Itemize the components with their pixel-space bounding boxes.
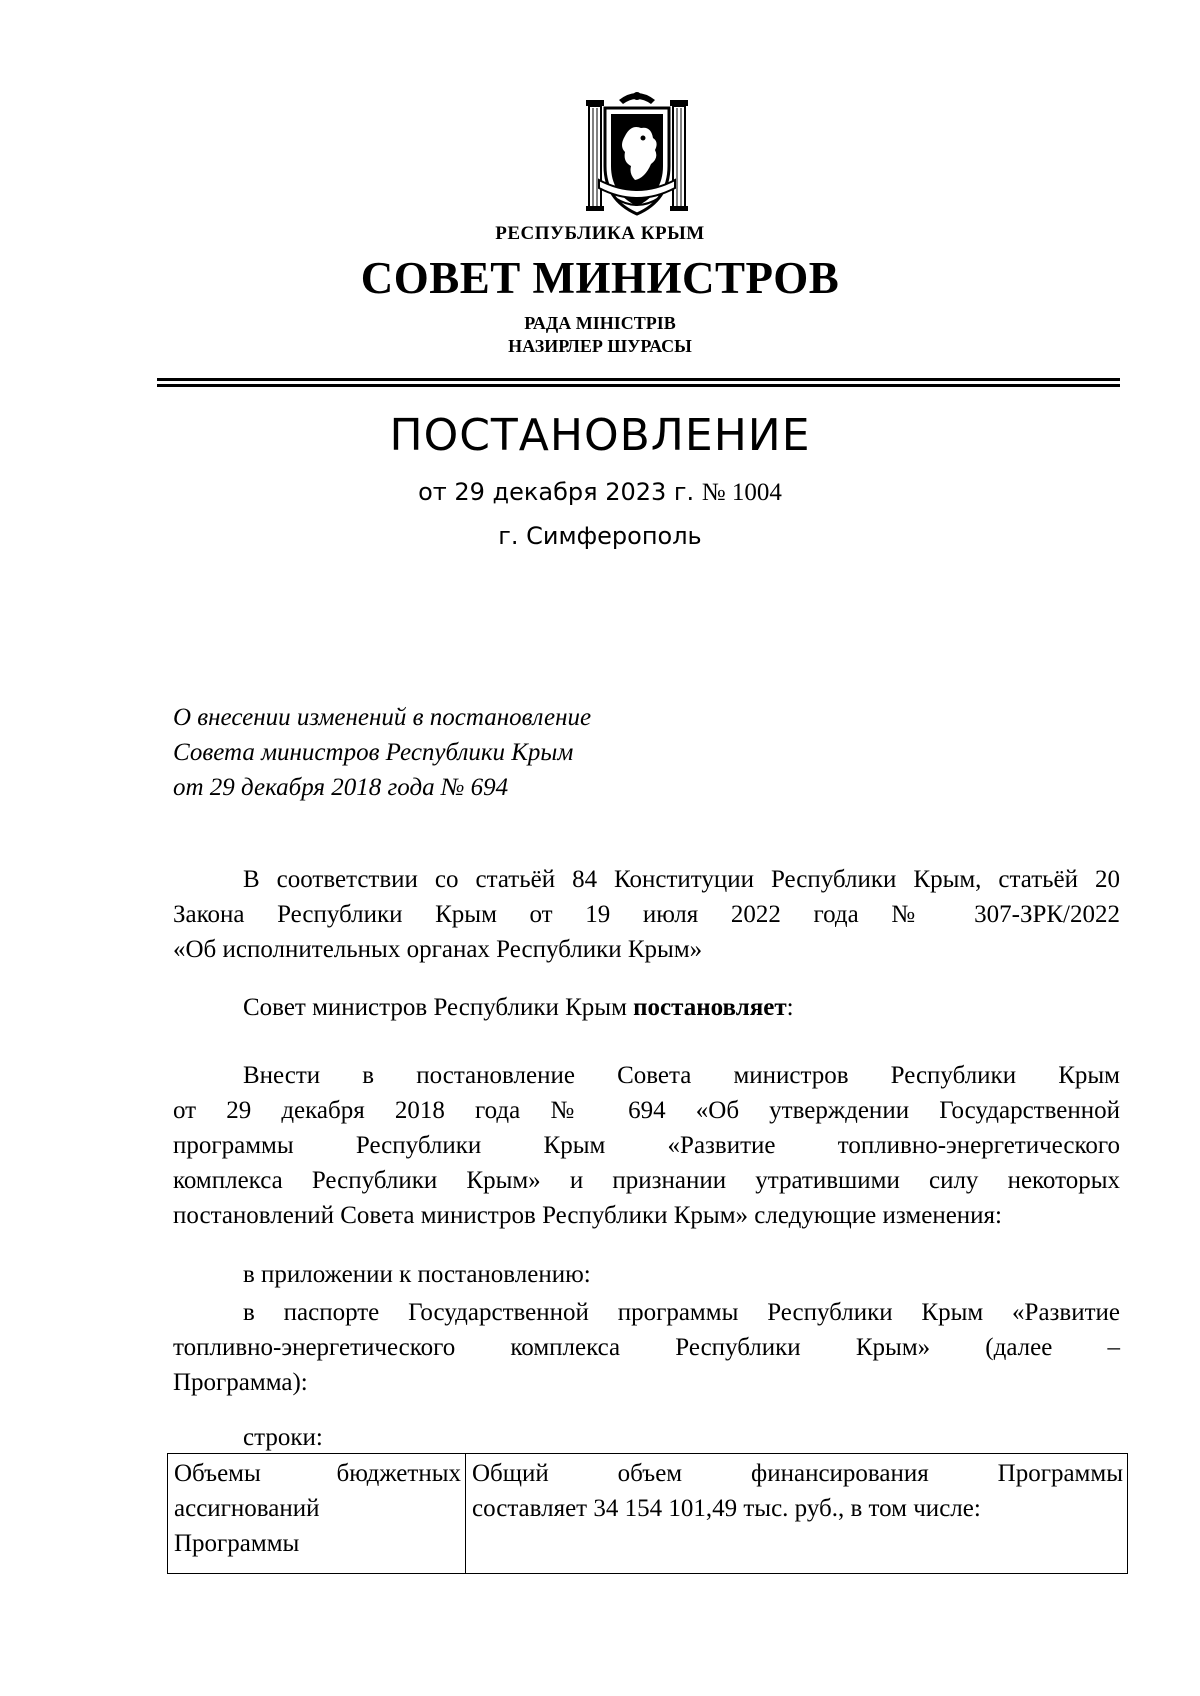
paragraph-line: В соответствии со статьёй 84 Конституции Республики Крым, статьёй 20 xyxy=(243,866,1120,893)
council-name-crimean-tatar: НАЗИРЛЕР ШУРАСЫ xyxy=(508,336,692,356)
cell-line: Программы xyxy=(174,1530,300,1557)
header-divider-bottom xyxy=(157,384,1120,387)
paragraph-line: Программа): xyxy=(173,1369,308,1396)
amendment-paragraph xyxy=(173,1058,1120,1233)
resolution-keyword: постановляет xyxy=(633,994,787,1021)
appendix-paragraph xyxy=(173,1257,1120,1292)
paragraph-line: в паспорте Государственной программы Республики Крым «Развитие xyxy=(243,1299,1120,1326)
paragraph-line: «Об исполнительных органах Республики Крым» xyxy=(173,936,703,963)
paragraph-line: строки: xyxy=(243,1424,323,1451)
paragraph-line: программы Республики Крым «Развитие топливно-энергетического xyxy=(173,1132,1120,1159)
cell-line: ассигнований xyxy=(174,1495,320,1522)
document-city: г. Симферополь xyxy=(498,522,702,550)
cell-line: составляет 34 154 101,49 тыс. руб., в том числе: xyxy=(472,1495,981,1522)
paragraph-line xyxy=(173,990,1120,1025)
paragraph-line: комплекса Республики Крым» и признании утратившими силу некоторых xyxy=(173,1167,1120,1194)
paragraph-line: от 29 декабря 2018 года № 694 «Об утверждении Государственной xyxy=(173,1097,1120,1124)
cell-line: Общий объем финансирования Программы xyxy=(472,1460,1123,1487)
header-divider-top xyxy=(157,378,1120,381)
council-name: СОВЕТ МИНИСТРОВ xyxy=(360,253,840,303)
document-date-text: от 29 декабря 2023 г. xyxy=(418,478,695,506)
table-cell-value xyxy=(466,1454,1128,1574)
subject-line: от 29 декабря 2018 года № 694 xyxy=(173,774,509,801)
paragraph-line: Закона Республики Крым от 19 июля 2022 года № 307-ЗРК/2022 xyxy=(173,901,1120,928)
passport-paragraph xyxy=(173,1295,1120,1400)
document-type: ПОСТАНОВЛЕНИЕ xyxy=(389,410,811,461)
coat-of-arms-icon xyxy=(585,88,689,218)
resolution-text: Совет министров Республики Крым xyxy=(243,994,634,1021)
document-subject xyxy=(173,700,591,805)
document-date xyxy=(0,478,1200,507)
paragraph-line: топливно-энергетического комплекса Республики Крым» (далее – xyxy=(173,1334,1120,1361)
preamble-paragraph xyxy=(173,862,1120,967)
resolution-statement xyxy=(173,990,1120,1025)
table-cell-label xyxy=(168,1454,466,1574)
republic-name: РЕСПУБЛИКА КРЫМ xyxy=(495,223,705,244)
subject-line: О внесении изменений в постановление xyxy=(173,704,592,731)
paragraph-line: Внести в постановление Совета министров Республики Крым xyxy=(243,1062,1120,1089)
cell-line: Объемы бюджетных xyxy=(174,1460,461,1487)
program-table xyxy=(167,1453,1128,1574)
rows-label xyxy=(173,1420,1120,1455)
resolution-colon: : xyxy=(786,994,794,1021)
subject-line: Совета министров Республики Крым xyxy=(173,739,574,766)
council-name-ukrainian: РАДА МІНІСТРІВ xyxy=(524,313,676,333)
paragraph-line: постановлений Совета министров Республики Крым» следующие изменения: xyxy=(173,1202,1002,1229)
document-number: № 1004 xyxy=(701,479,782,506)
table-row xyxy=(168,1454,1128,1574)
paragraph-line: в приложении к постановлению: xyxy=(243,1261,591,1288)
